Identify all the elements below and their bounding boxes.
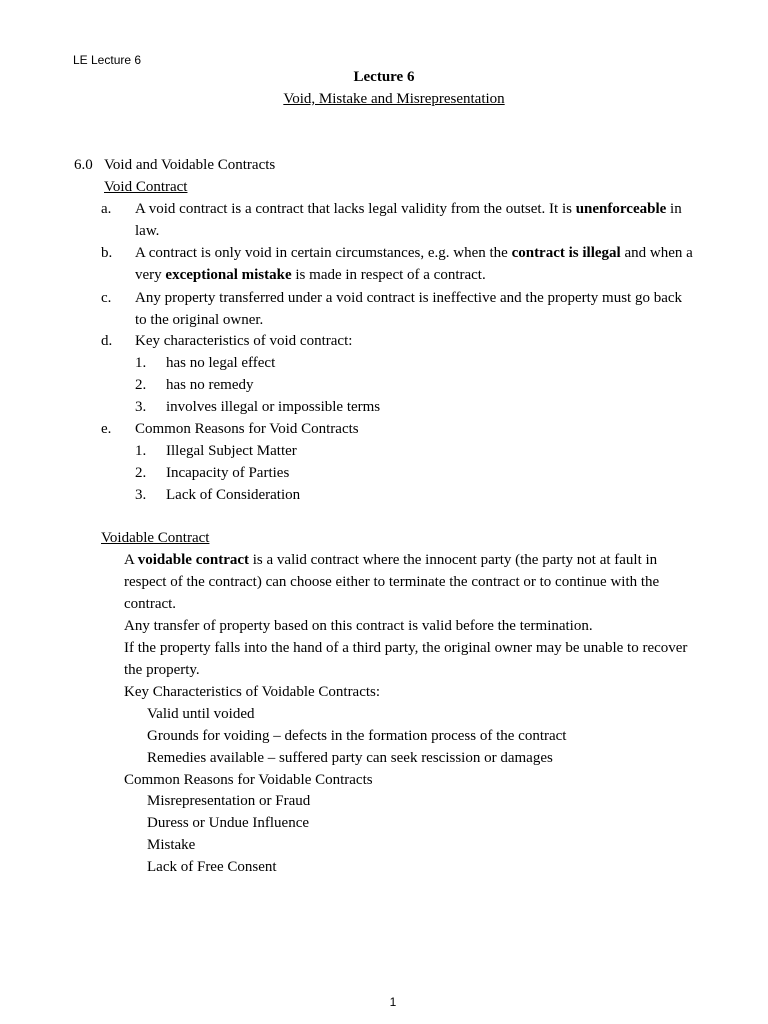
- characteristic-item: Remedies available – suffered party can seek rescission or damages: [147, 750, 553, 766]
- sublist-item: Incapacity of Parties: [166, 465, 290, 481]
- list-marker: a.: [101, 201, 112, 217]
- list-item-c-line1: Any property transferred under a void contract is ineffective and the property must go back: [135, 290, 683, 306]
- void-contract-heading: Void Contract: [104, 179, 188, 195]
- voidable-para1-line2: respect of the contract) can choose either to terminate the contract or to continue with the: [124, 574, 660, 590]
- reasons-heading: Common Reasons for Voidable Contracts: [124, 772, 373, 788]
- section-title: Void and Voidable Contracts: [104, 157, 276, 173]
- reason-item: Mistake: [147, 837, 196, 853]
- page-title: Lecture 6: [353, 69, 415, 85]
- sublist-marker: 2.: [135, 465, 147, 481]
- voidable-para3-line2: the property.: [124, 662, 200, 678]
- list-marker: e.: [101, 421, 112, 437]
- sublist-marker: 1.: [135, 443, 147, 459]
- voidable-contract-heading: Voidable Contract: [101, 530, 210, 546]
- sublist-item: involves illegal or impossible terms: [166, 399, 381, 415]
- header-label: LE Lecture 6: [73, 53, 142, 67]
- sublist-marker: 3.: [135, 487, 147, 503]
- list-item-c-line2: to the original owner.: [135, 312, 264, 328]
- sublist-marker: 2.: [135, 377, 147, 393]
- voidable-para3-line1: If the property falls into the hand of a third party, the original owner may be unable to recover: [124, 640, 688, 656]
- section-number: 6.0: [74, 157, 93, 173]
- page-subtitle: Void, Mistake and Misrepresentation: [283, 91, 505, 107]
- reason-item: Duress or Undue Influence: [147, 815, 310, 831]
- sublist-item: Illegal Subject Matter: [166, 443, 297, 459]
- characteristic-item: Grounds for voiding – defects in the formation process of the contract: [147, 728, 567, 744]
- list-item-e: Common Reasons for Void Contracts: [135, 421, 359, 437]
- list-marker: d.: [101, 333, 113, 349]
- reason-item: Misrepresentation or Fraud: [147, 793, 311, 809]
- sublist-marker: 3.: [135, 399, 147, 415]
- sublist-marker: 1.: [135, 355, 147, 371]
- page-number: 1: [389, 995, 397, 1009]
- voidable-para2: Any transfer of property based on this contract is valid before the termination.: [124, 618, 593, 634]
- voidable-para1-line3: contract.: [124, 596, 177, 612]
- list-item-b-line1: A contract is only void in certain circumstances, e.g. when the contract is illegal and when a: [135, 245, 693, 261]
- list-item-a-line1: A void contract is a contract that lacks legal validity from the outset. It is unenforceable in: [135, 201, 682, 217]
- list-item-b-line2: very exceptional mistake is made in respect of a contract.: [135, 267, 486, 283]
- sublist-item: Lack of Consideration: [166, 487, 301, 503]
- voidable-para1-line1: A voidable contract is a valid contract where the innocent party (the party not at fault in: [124, 552, 658, 568]
- list-marker: b.: [101, 245, 113, 261]
- characteristic-item: Valid until voided: [147, 706, 255, 722]
- sublist-item: has no legal effect: [166, 355, 276, 371]
- list-marker: c.: [101, 290, 112, 306]
- list-item-a-line2: law.: [135, 223, 160, 239]
- sublist-item: has no remedy: [166, 377, 254, 393]
- characteristics-heading: Key Characteristics of Voidable Contracts:: [124, 684, 381, 700]
- list-item-d: Key characteristics of void contract:: [135, 333, 353, 349]
- reason-item: Lack of Free Consent: [147, 859, 277, 875]
